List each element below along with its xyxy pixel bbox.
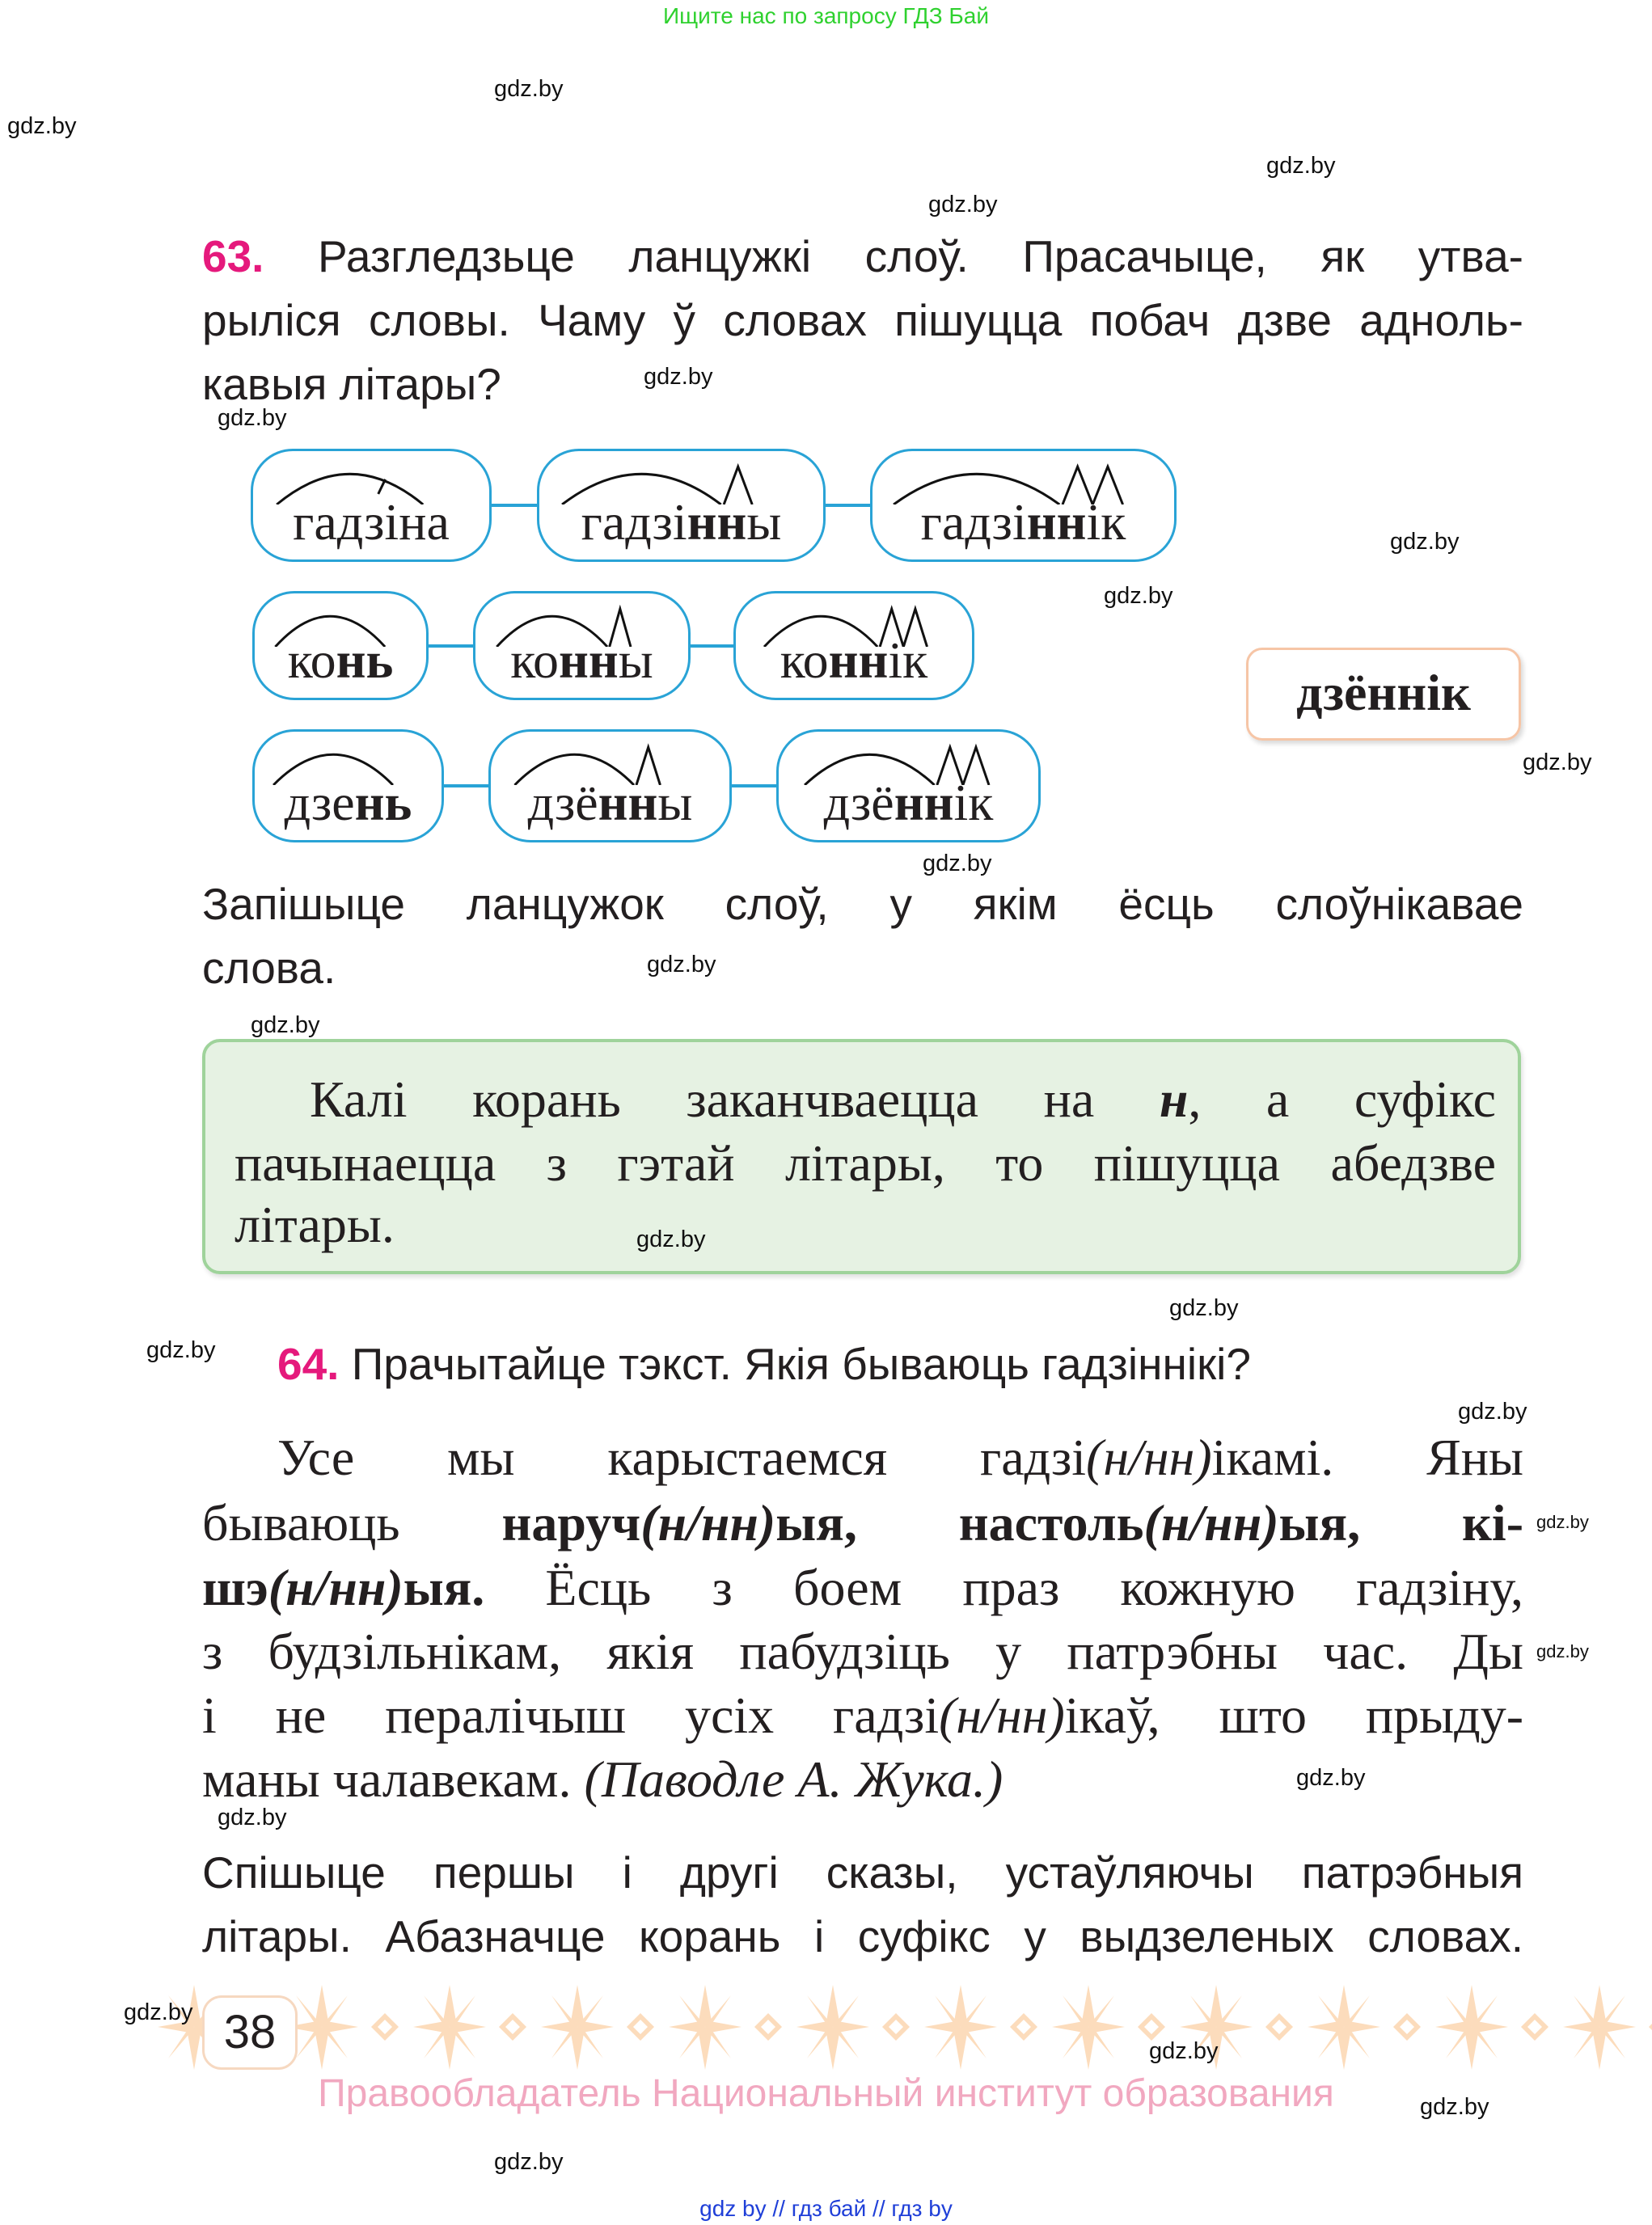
word-segment: гадзіна <box>293 493 450 551</box>
watermark-text: gdz.by <box>1536 1512 1589 1532</box>
word-segment: ік <box>1086 493 1126 551</box>
page-number: 38 <box>202 1995 298 2070</box>
watermark-text: gdz.by <box>647 952 716 977</box>
text-segment: літары. <box>234 1196 395 1253</box>
text-segment: ікаў, што прыду- <box>1064 1687 1524 1744</box>
text-segment: ыя, кі- <box>1278 1494 1524 1552</box>
word-segment: нн <box>598 774 658 831</box>
word-segment: ік <box>953 774 994 831</box>
ex63-task-line-1: Запішыце ланцужок слоў, у якім ёсць слоўнікавае <box>202 879 1523 929</box>
text-segment: н <box>1159 1070 1189 1128</box>
chain-connector <box>691 644 733 648</box>
text-segment: Калі корань заканчваецца на <box>310 1070 1160 1128</box>
watermark-text: gdz.by <box>494 76 564 102</box>
text-segment: (н/нн) <box>268 1559 403 1616</box>
ex63-number: 63. <box>202 231 264 281</box>
word-segment: нн <box>687 493 747 551</box>
word-segment: нн <box>1026 493 1087 551</box>
chain-word <box>539 493 823 551</box>
chain-word <box>736 631 972 689</box>
ex64-title-text: Прачытайце тэкст. Якія бываюць гадзіннікі? <box>339 1339 1251 1389</box>
text-segment: наруч <box>501 1494 641 1552</box>
word-chain-box <box>473 591 691 700</box>
chain-connector <box>492 504 537 507</box>
watermark-text: gdz.by <box>251 1012 320 1038</box>
word-segment: ік <box>888 631 928 689</box>
watermark-text: gdz.by <box>1523 749 1592 775</box>
chain-connector <box>444 784 488 787</box>
ex64-text-line <box>202 1685 1523 1746</box>
text-segment: Ёсць з боем праз кожную гадзіну, <box>484 1559 1523 1616</box>
word-chain-box <box>488 729 732 842</box>
word-segment: нн <box>894 774 954 831</box>
word-chain-box <box>251 449 492 562</box>
word-segment: гадзі <box>920 493 1027 551</box>
word-segment: ы <box>657 774 693 831</box>
ex64-text-line <box>277 1427 1523 1488</box>
text-segment: бываюць <box>202 1494 502 1552</box>
chain-connector <box>429 644 473 648</box>
ex63-line-1 <box>202 228 1523 285</box>
ornament-band <box>154 1981 1652 2074</box>
copyright-notice: Правообладатель Национальный институт образования <box>318 2072 1334 2115</box>
text-segment: (н/нн) <box>1143 1494 1279 1552</box>
word-segment: гадзі <box>581 493 687 551</box>
watermark-text: gdz.by <box>644 364 713 390</box>
word-segment: ко <box>287 631 336 689</box>
word-segment: ко <box>780 631 829 689</box>
text-segment: (н/нн) <box>939 1687 1065 1744</box>
watermark-text: gdz.by <box>218 405 287 431</box>
word-segment: ы <box>618 631 653 689</box>
chain-word <box>253 493 489 551</box>
ex64-text-line <box>202 1557 1523 1619</box>
watermark-text: gdz.by <box>1458 1399 1527 1425</box>
rule-text-line <box>234 1133 1496 1194</box>
word-chain-box <box>776 729 1041 842</box>
word-segment: дзё <box>823 774 894 831</box>
footer-links[interactable]: gdz by // гдз бай // гдз by <box>699 2196 953 2221</box>
word-segment: дзе <box>284 774 355 831</box>
word-chain-box <box>537 449 826 562</box>
chain-word <box>475 631 688 689</box>
chain-word <box>491 774 729 831</box>
chain-connector <box>732 784 776 787</box>
word-segment: ы <box>746 493 782 551</box>
text-segment: ікамі. Яны <box>1211 1429 1523 1486</box>
text-segment: пачынаецца з гэтай літары, то пішуцца абедзве <box>234 1134 1496 1192</box>
watermark-text: gdz.by <box>1390 529 1460 555</box>
watermark-text: gdz.by <box>1296 1765 1366 1791</box>
text-segment: , а суфікс <box>1188 1070 1497 1128</box>
watermark-text: gdz.by <box>923 851 992 876</box>
ex63-task-line-2: слова. <box>202 943 336 993</box>
watermark-text: gdz.by <box>636 1226 706 1252</box>
watermark-text: gdz.by <box>1149 2038 1219 2064</box>
text-segment: (Паводле А. Жука.) <box>584 1750 1003 1808</box>
ex64-number: 64. <box>277 1339 340 1389</box>
word-segment: дзё <box>527 774 598 831</box>
chain-word <box>255 631 426 689</box>
watermark-text: gdz.by <box>124 1999 193 2025</box>
word-chain-box <box>252 729 444 842</box>
word-chain-box <box>733 591 974 700</box>
word-segment: нн <box>559 631 619 689</box>
chain-word <box>779 774 1038 831</box>
text-segment: шэ <box>202 1559 268 1616</box>
chain-word <box>872 493 1174 551</box>
watermark-text: gdz.by <box>1266 153 1336 179</box>
watermark-text: gdz.by <box>1420 2094 1489 2120</box>
ex64-text-line <box>202 1621 1523 1682</box>
word-chain-box <box>252 591 429 700</box>
text-segment: маны чалавекам. <box>202 1750 585 1808</box>
ex63-text: Разгледзьце ланцужкі слоў. Прасачыце, як утва- <box>264 231 1523 281</box>
chain-connector <box>826 504 870 507</box>
chain-word <box>255 774 442 831</box>
watermark-text: gdz.by <box>1104 583 1173 609</box>
text-segment: ыя. <box>403 1559 485 1616</box>
text-segment: з будзільнікам, якія пабудзіць у патрэбны час. Ды <box>202 1623 1523 1680</box>
dictionary-word-card: дзённік <box>1246 648 1521 741</box>
watermark-text: gdz.by <box>146 1337 216 1363</box>
rule-text-line <box>234 1194 1496 1256</box>
word-segment: нь <box>354 774 412 831</box>
watermark-text: gdz.by <box>1169 1295 1239 1321</box>
text-segment: Усе мы карыстаемся гадзі <box>277 1429 1087 1486</box>
search-banner[interactable]: Ищите нас по запросу ГДЗ Бай <box>662 3 990 28</box>
text-segment: ыя, настоль <box>775 1494 1144 1552</box>
ex63-line-3: кавыя літары? <box>202 359 501 409</box>
word-chain-box <box>870 449 1177 562</box>
ex64-text-line <box>202 1492 1523 1554</box>
ex64-task-line-2: літары. Абазначце корань і суфікс у выдзеленых словах. <box>202 1911 1523 1961</box>
watermark-text: gdz.by <box>1536 1641 1589 1661</box>
word-segment: нн <box>828 631 889 689</box>
rule-text-line <box>310 1069 1496 1130</box>
ex63-line-2: рыліся словы. Чаму ў словах пішуцца побач дзве аднoль- <box>202 295 1523 345</box>
text-segment: (н/нн) <box>1086 1429 1212 1486</box>
watermark-text: gdz.by <box>928 192 998 217</box>
watermark-text: gdz.by <box>218 1805 287 1830</box>
text-segment: і не пералічыш усіх гадзі <box>202 1687 940 1744</box>
ex64-task-line-1: Спішыце першы і другі сказы, устаўляючы патрэбныя <box>202 1847 1523 1898</box>
ex64-title <box>277 1336 1523 1392</box>
word-segment: ко <box>510 631 560 689</box>
word-segment: нь <box>336 631 394 689</box>
text-segment: (н/нн) <box>640 1494 776 1552</box>
watermark-text: gdz.by <box>7 113 77 139</box>
watermark-text: gdz.by <box>494 2149 564 2175</box>
